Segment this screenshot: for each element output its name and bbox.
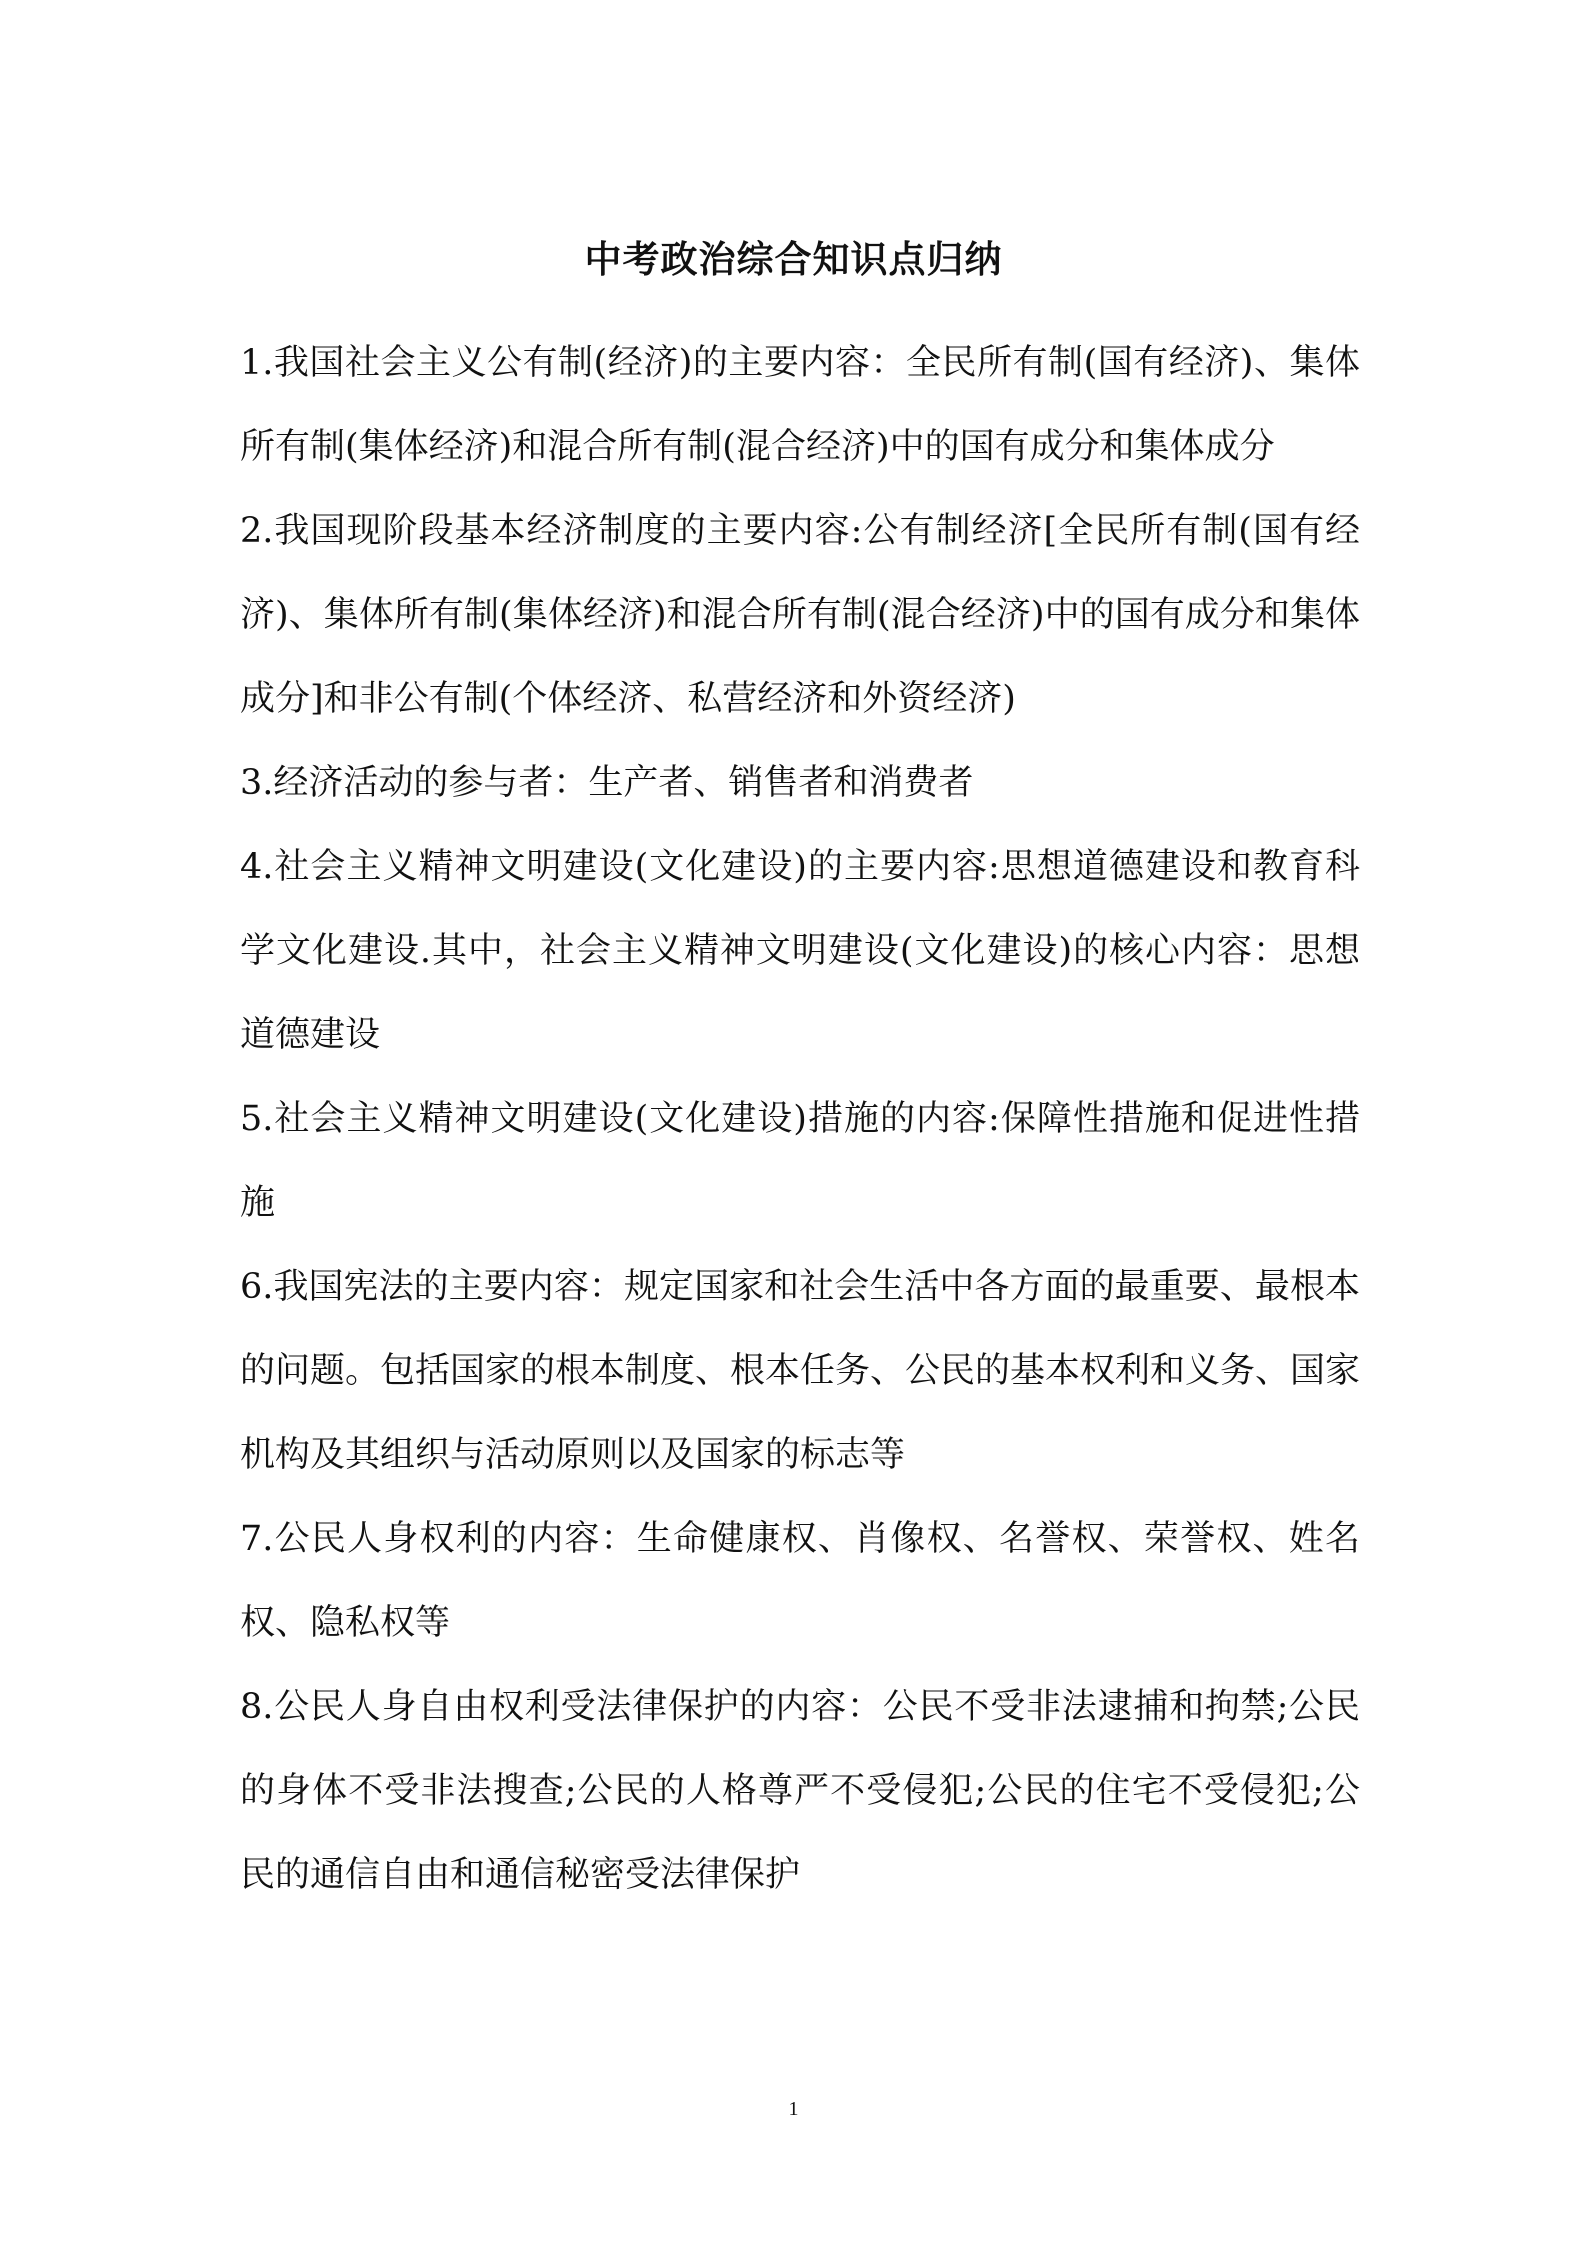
document-body — [240, 321, 1360, 1917]
list-item-7: 7.公民人身权利的内容：生命健康权、肖像权、名誉权、荣誉权、姓名权、隐私权等 — [240, 1519, 1360, 1643]
document-title: 中考政治综合知识点归纳 — [584, 236, 1003, 281]
list-item-1: 1.我国社会主义公有制(经济)的主要内容：全民所有制(国有经济)、集体所有制(集体经济)和混合所有制(混合经济)中的国有成分和集体成分 — [240, 343, 1360, 467]
list-item-8: 8.公民人身自由权利受法律保护的内容：公民不受非法逮捕和拘禁;公民的身体不受非法搜查;公民的人格尊严不受侵犯;公民的住宅不受侵犯;公民的通信自由和通信秘密受法律保护 — [240, 1687, 1360, 1895]
list-item-6: 6.我国宪法的主要内容：规定国家和社会生活中各方面的最重要、最根本的问题。包括国家的根本制度、根本任务、公民的基本权利和义务、国家机构及其组织与活动原则以及国家的标志等 — [240, 1267, 1361, 1475]
page-number: 1 — [788, 2098, 799, 2120]
list-item-4: 4.社会主义精神文明建设(文化建设)的主要内容:思想道德建设和教育科学文化建设.其中，社会主义精神文明建设(文化建设)的核心内容：思想道德建设 — [240, 847, 1360, 1055]
list-item-5: 5.社会主义精神文明建设(文化建设)措施的内容:保障性措施和促进性措施 — [240, 1099, 1360, 1223]
list-item-3: 3.经济活动的参与者：生产者、销售者和消费者 — [240, 763, 974, 803]
list-item-2: 2.我国现阶段基本经济制度的主要内容:公有制经济[全民所有制(国有经济)、集体所有制(集体经济)和混合所有制(混合经济)中的国有成分和集体成分]和非公有制(个体经济、私营经济和外资经济) — [240, 511, 1360, 719]
